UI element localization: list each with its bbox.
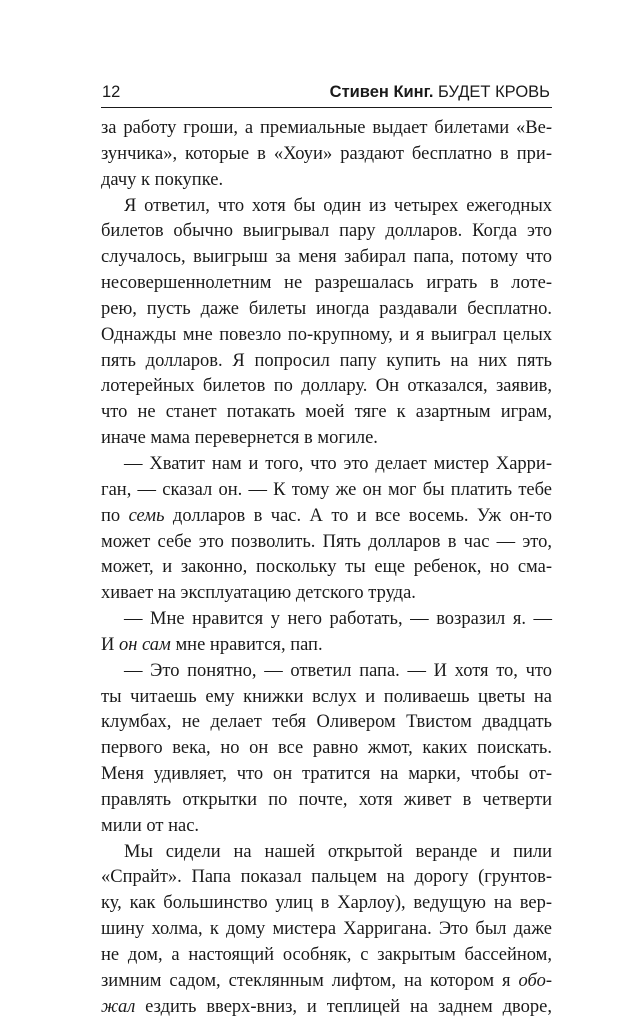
text-fragment: мне нравится, пап. <box>170 634 323 655</box>
text-line <box>101 995 552 1021</box>
text-line: не дом, а настоящий особняк, с закрытым бассейном, <box>101 945 552 965</box>
body-text <box>101 116 552 1021</box>
text-line: рею, пусть даже билеты иногда раздавали бесплатно. <box>101 298 552 319</box>
paragraph <box>101 659 552 840</box>
text-line: билетов обычно выигрывал пару долларов. Когда это <box>101 221 552 242</box>
book-title: БУДЕТ КРОВЬ <box>438 83 550 101</box>
text-line: лотерейных билетов по доллару. Он отказался, заявив, <box>101 376 552 397</box>
running-title <box>330 82 550 102</box>
text-line: хивает на эксплуатацию детского труда. <box>101 583 416 604</box>
paragraph <box>101 607 552 659</box>
text-fragment: И <box>101 634 119 655</box>
author-name: Стивен Кинг. <box>329 83 434 101</box>
text-line: может себе это позволить. Пять долларов в час — это, <box>101 531 552 552</box>
emphasis: обо- <box>518 970 552 991</box>
text-fragment: ездить вверх-вниз, и теплицей на заднем дворе, <box>135 996 552 1017</box>
text-line: «Спрайт». Папа показал пальцем на дорогу (грунтов- <box>101 867 552 888</box>
text-line: клумбах, не делает тебя Оливером Твистом двадцать <box>101 712 552 733</box>
text-line: Меня удивляет, что он тратится на марки, чтобы от- <box>101 764 552 785</box>
header-rule <box>101 107 552 108</box>
text-line: зунчика», которые в «Хоуи» раздают бесплатно в при- <box>101 143 552 164</box>
paragraph <box>101 840 552 1021</box>
text-line: первого века, но он все равно жмот, каких поискать. <box>101 738 552 759</box>
paragraph <box>101 116 552 194</box>
text-line: что не станет потакать моей тяге к азартным играм, <box>101 402 552 423</box>
text-line: случалось, выигрыш за меня забирал папа, потому что <box>101 247 552 268</box>
text-line: дачу к покупке. <box>101 169 224 190</box>
running-header <box>102 82 550 102</box>
emphasis: семь <box>128 505 165 526</box>
text-line: Однажды мне повезло по-крупному, и я выиграл целых <box>101 324 552 345</box>
paragraph <box>101 194 552 452</box>
emphasis: жал <box>101 996 136 1017</box>
text-line: за работу гроши, а премиальные выдает билетами «Ве- <box>101 118 552 138</box>
text-line: может, и законно, поскольку ты еще ребенок, но сма- <box>101 557 552 578</box>
text-line: мили от нас. <box>101 815 200 836</box>
text-fragment: зимним садом, стеклянным лифтом, на котором я <box>101 970 519 991</box>
text-line: правлять открытки по почте, хотя живет в четверти <box>101 789 552 810</box>
text-line <box>101 504 552 530</box>
text-line <box>101 969 552 995</box>
text-line: Я ответил, что хотя бы один из четырех ежегодных <box>124 195 552 216</box>
text-line: ты читаешь ему книжки вслух и поливаешь цветы на <box>101 686 552 707</box>
text-line: — Хватит нам и того, что это делает мистер Харри- <box>124 453 552 474</box>
text-line: иначе мама перевернется в могиле. <box>101 428 378 449</box>
paragraph <box>101 452 552 607</box>
text-line: несовершеннолетним не разрешалась играть в лоте- <box>101 273 552 294</box>
text-line: Мы сидели на нашей открытой веранде и пили <box>124 841 552 862</box>
emphasis: он сам <box>119 634 171 655</box>
text-line <box>101 633 552 659</box>
text-line: — Это понятно, — ответил папа. — И хотя то, что <box>124 660 552 681</box>
text-line: ку, как большинство улиц в Харлоу), ведущую на вер- <box>101 893 552 914</box>
text-line: шину холма, к дому мистера Харригана. Это был даже <box>101 919 552 940</box>
text-fragment: по <box>101 505 129 526</box>
page-number: 12 <box>102 83 121 101</box>
text-line: ган, — сказал он. — К тому же он мог бы платить тебе <box>101 479 552 500</box>
text-fragment: долларов в час. А то и все восемь. Уж он-то <box>164 505 552 526</box>
text-line: пять долларов. Я попросил папу купить на них пять <box>101 350 552 371</box>
text-line: — Мне нравится у него работать, — возразил я. — <box>124 609 552 630</box>
